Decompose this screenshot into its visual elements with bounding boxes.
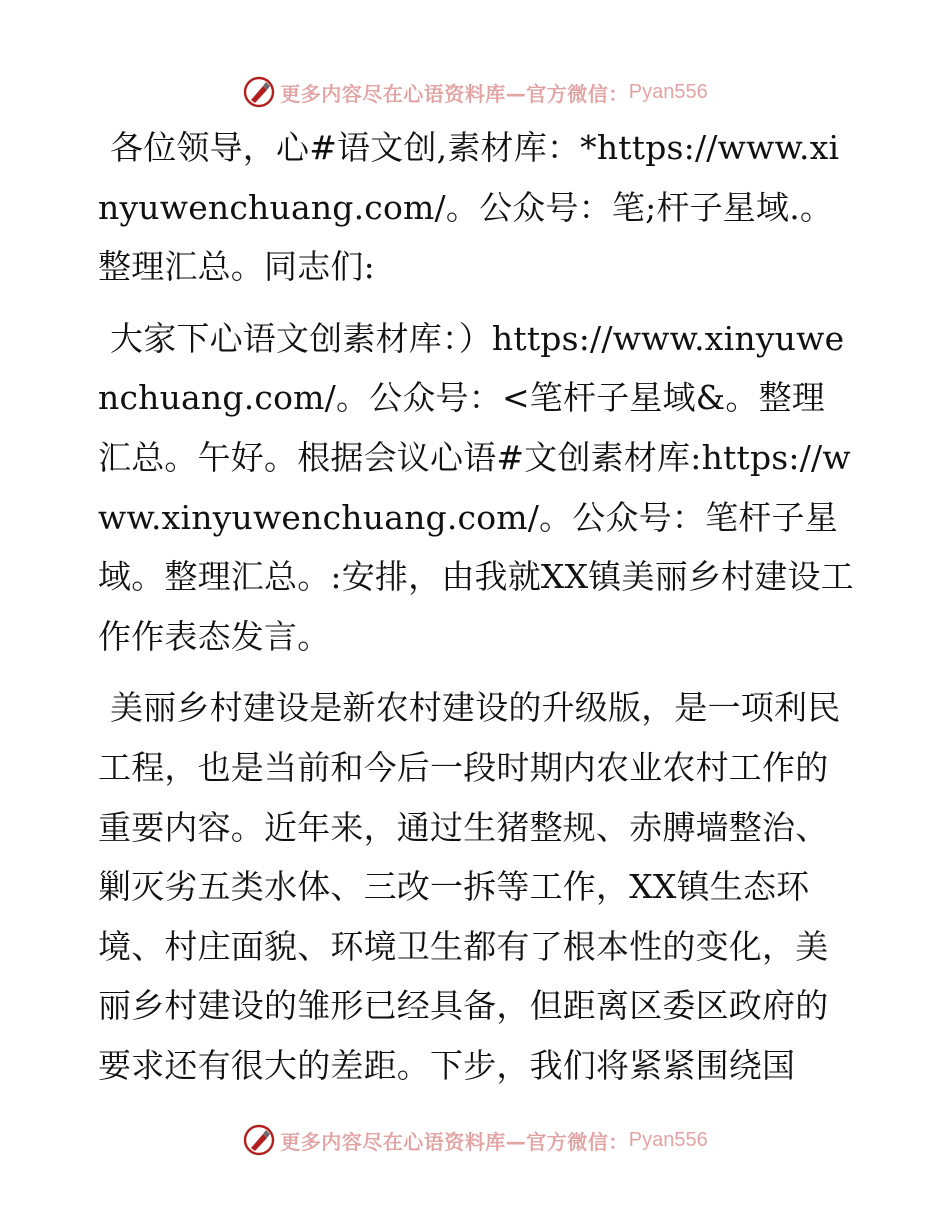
header-banner xyxy=(0,72,950,112)
pen-nib-logo-icon xyxy=(242,1123,276,1157)
paragraph-2: 大家下心语文创素材库：）https://www.xinyuwenchuang.com/。公众号：<笔杆子星域&。整理汇总。午好。根据会议心语#文创素材库:https://www.xinyuwenchuang.com/。公众号：笔杆子星域。整理汇总。:安排，由我就XX镇美丽乡村建设工作作表态发言。 xyxy=(98,318,854,656)
footer-banner xyxy=(0,1120,950,1160)
footer-wechat-account: Pyan556 xyxy=(628,1128,708,1151)
paragraph-1: 各位领导，心#语文创,素材库：*https://www.xinyuwenchuang.com/。公众号：笔;杆子星域.。整理汇总。同志们: xyxy=(98,128,840,287)
footer-promo-text: 更多内容尽在心语资料库—官方微信： xyxy=(280,1129,629,1154)
pen-nib-logo-icon xyxy=(242,75,276,109)
header-promo-text: 更多内容尽在心语资料库—官方微信： xyxy=(280,81,629,106)
paragraph-3: 美丽乡村建设是新农村建设的升级版，是一项利民工程，也是当前和今后一段时期内农业农村工作的重要内容。近年来，通过生猪整规、赤膊墙整治、剿灭劣五类水体、三改一拆等工作，XX镇生态环境、村庄面貌、环境卫生都有了根本性的变化，美丽乡村建设的雏形已经具备，但距离区委区政府的要求还有很大的差距。下步，我们将紧紧围绕国 xyxy=(98,688,841,1085)
header-wechat-account: Pyan556 xyxy=(628,80,708,103)
document-body xyxy=(98,118,858,1108)
